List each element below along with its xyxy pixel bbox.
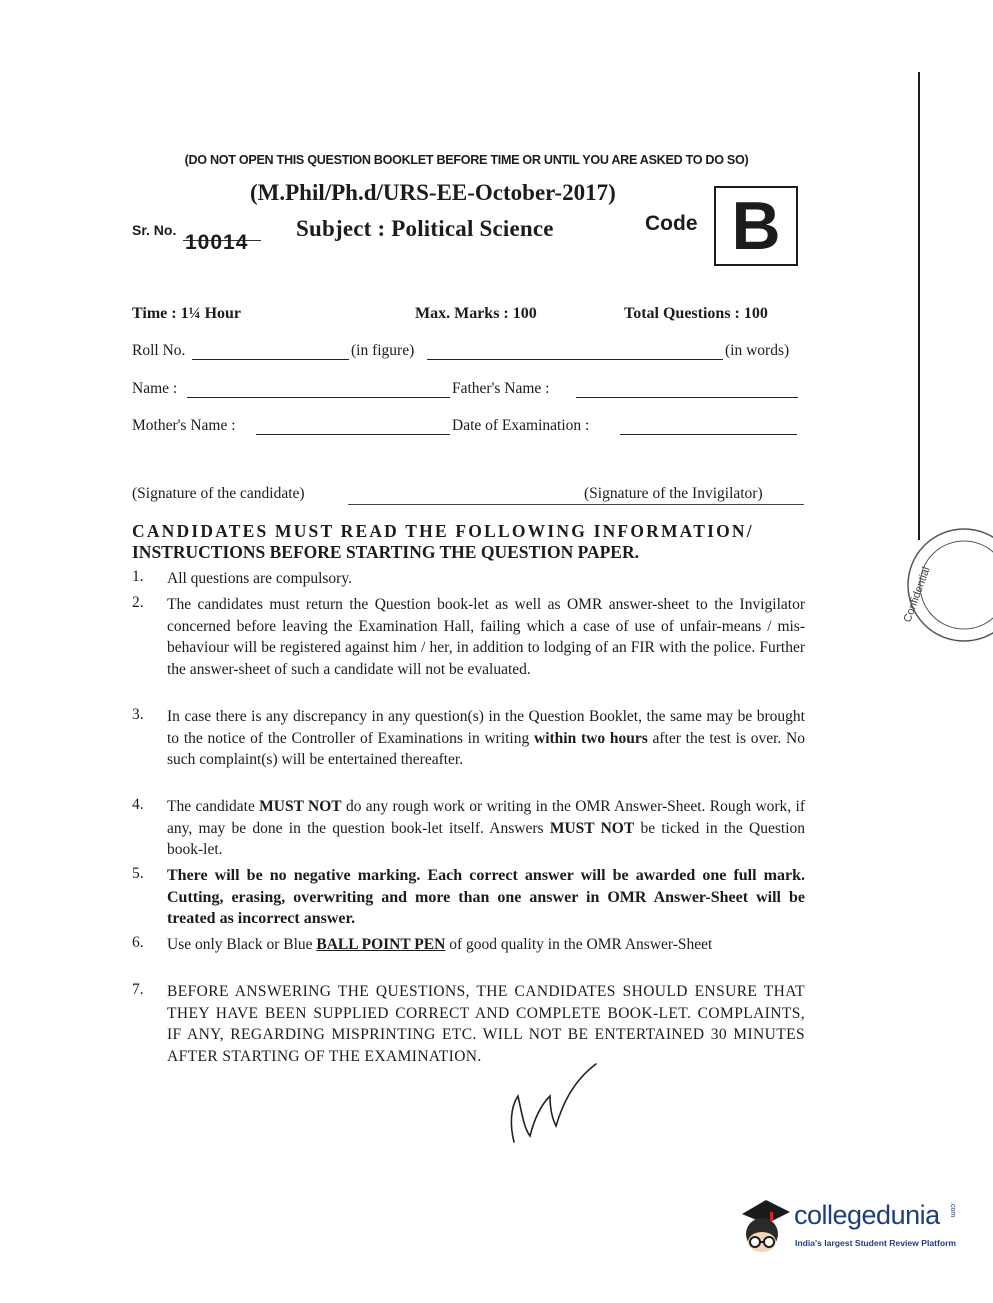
serial-number-label: Sr. No.	[132, 222, 177, 238]
subject-title: Subject : Political Science	[296, 216, 554, 241]
candidate-signature-label: (Signature of the candidate)	[132, 485, 305, 502]
instructions-heading-line2: INSTRUCTIONS BEFORE STARTING THE QUESTION PAPER.	[132, 542, 639, 562]
total-questions: Total Questions : 100	[624, 305, 768, 322]
instructions-heading	[132, 521, 807, 563]
date-of-exam-line[interactable]	[620, 434, 797, 435]
margin-rule	[918, 72, 920, 540]
name-label: Name :	[132, 380, 178, 397]
instruction-item: The candidates must return the Question book-let as well as OMR answer-sheet to the Invigilator concerned before leaving the Examination Hall, failing which a case of use of unfair-means / mis-behaviour will be registered against him / her, in addition to lodging of an FIR with the police. Further the answer-sheet of such a candidate will not be evaluated.	[167, 596, 805, 678]
stamp-text: Confidential	[901, 565, 933, 625]
name-line[interactable]	[187, 397, 450, 398]
mothers-name-label: Mother's Name :	[132, 417, 236, 434]
instruction-item: The candidate MUST NOT do any rough work or writing in the OMR Answer-Sheet. Rough work, if any, may be done in the question book-let itself. Answers MUST NOT be ticked in the Question book-let.	[167, 798, 806, 858]
instruction-item: Use only Black or Blue BALL POINT PEN of good quality in the OMR Answer-Sheet	[167, 936, 713, 953]
instruction-number: 1.	[132, 568, 144, 585]
exam-title: (M.Phil/Ph.d/URS-EE-October-2017)	[250, 180, 616, 205]
instruction-number: 2.	[132, 594, 144, 611]
time-allowed: Time : 1¼ Hour	[132, 305, 242, 322]
instruction-number: 7.	[132, 981, 144, 998]
handwritten-initials	[500, 1056, 610, 1146]
student-mascot-icon	[736, 1196, 794, 1258]
instructions-heading-line1: CANDIDATES MUST READ THE FOLLOWING INFORMATION/	[132, 521, 754, 541]
max-marks: Max. Marks : 100	[415, 305, 537, 322]
instruction-number: 5.	[132, 865, 144, 882]
invigilator-signature-label: (Signature of the Invigilator)	[584, 485, 763, 502]
confidential-stamp-icon	[888, 519, 993, 651]
date-of-exam-label: Date of Examination :	[452, 417, 590, 434]
code-label: Code	[645, 212, 698, 235]
instruction-item: All questions are compulsory.	[167, 570, 352, 587]
instruction-number: 6.	[132, 934, 144, 951]
instruction-number: 3.	[132, 706, 144, 723]
fathers-name-line[interactable]	[576, 397, 798, 398]
fathers-name-label: Father's Name :	[452, 380, 550, 397]
in-words-label: (in words)	[725, 342, 790, 359]
logo-wordmark: collegedunia	[794, 1200, 940, 1230]
booklet-warning: (DO NOT OPEN THIS QUESTION BOOKLET BEFORE TIME OR UNTIL YOU ARE ASKED TO DO SO)	[184, 153, 749, 167]
in-figure-label: (in figure)	[351, 342, 415, 359]
instruction-item: There will be no negative marking. Each correct answer will be awarded one full mark. Cutting, erasing, overwriting and more than one answer in OMR Answer-Sheet will be treated as incorrect answer.	[167, 867, 805, 927]
logo-tagline: India's largest Student Review Platform	[795, 1238, 957, 1248]
serial-number-value: 10014	[185, 231, 249, 254]
signature-rule	[348, 504, 804, 505]
instruction-item: BEFORE ANSWERING THE QUESTIONS, THE CANDIDATES SHOULD ENSURE THAT THEY HAVE BEEN SUPPLIED CORRECT AND COMPLETE BOOK-LET. COMPLAINTS, IF ANY, REGARDING MISPRINTING ETC. WILL NOT BE ENTERTAINED 30 MINUTES AFTER STARTING OF THE EXAMINATION.	[167, 983, 805, 1065]
instruction-number: 4.	[132, 796, 144, 813]
instruction-item: In case there is any discrepancy in any question(s) in the Question Booklet, the same may be brought to the notice of the Controller of Examinations in writing within two hours after the test is over. No such complaint(s) will be entertained thereafter.	[167, 708, 805, 768]
collegedunia-logo[interactable]	[736, 1196, 966, 1260]
roll-no-label: Roll No.	[132, 342, 186, 359]
roll-no-figure-line[interactable]	[192, 359, 349, 360]
code-value: B	[731, 188, 781, 264]
mothers-name-line[interactable]	[256, 434, 450, 435]
logo-dotcom: .com	[949, 1202, 956, 1218]
roll-no-words-line[interactable]	[427, 359, 723, 360]
